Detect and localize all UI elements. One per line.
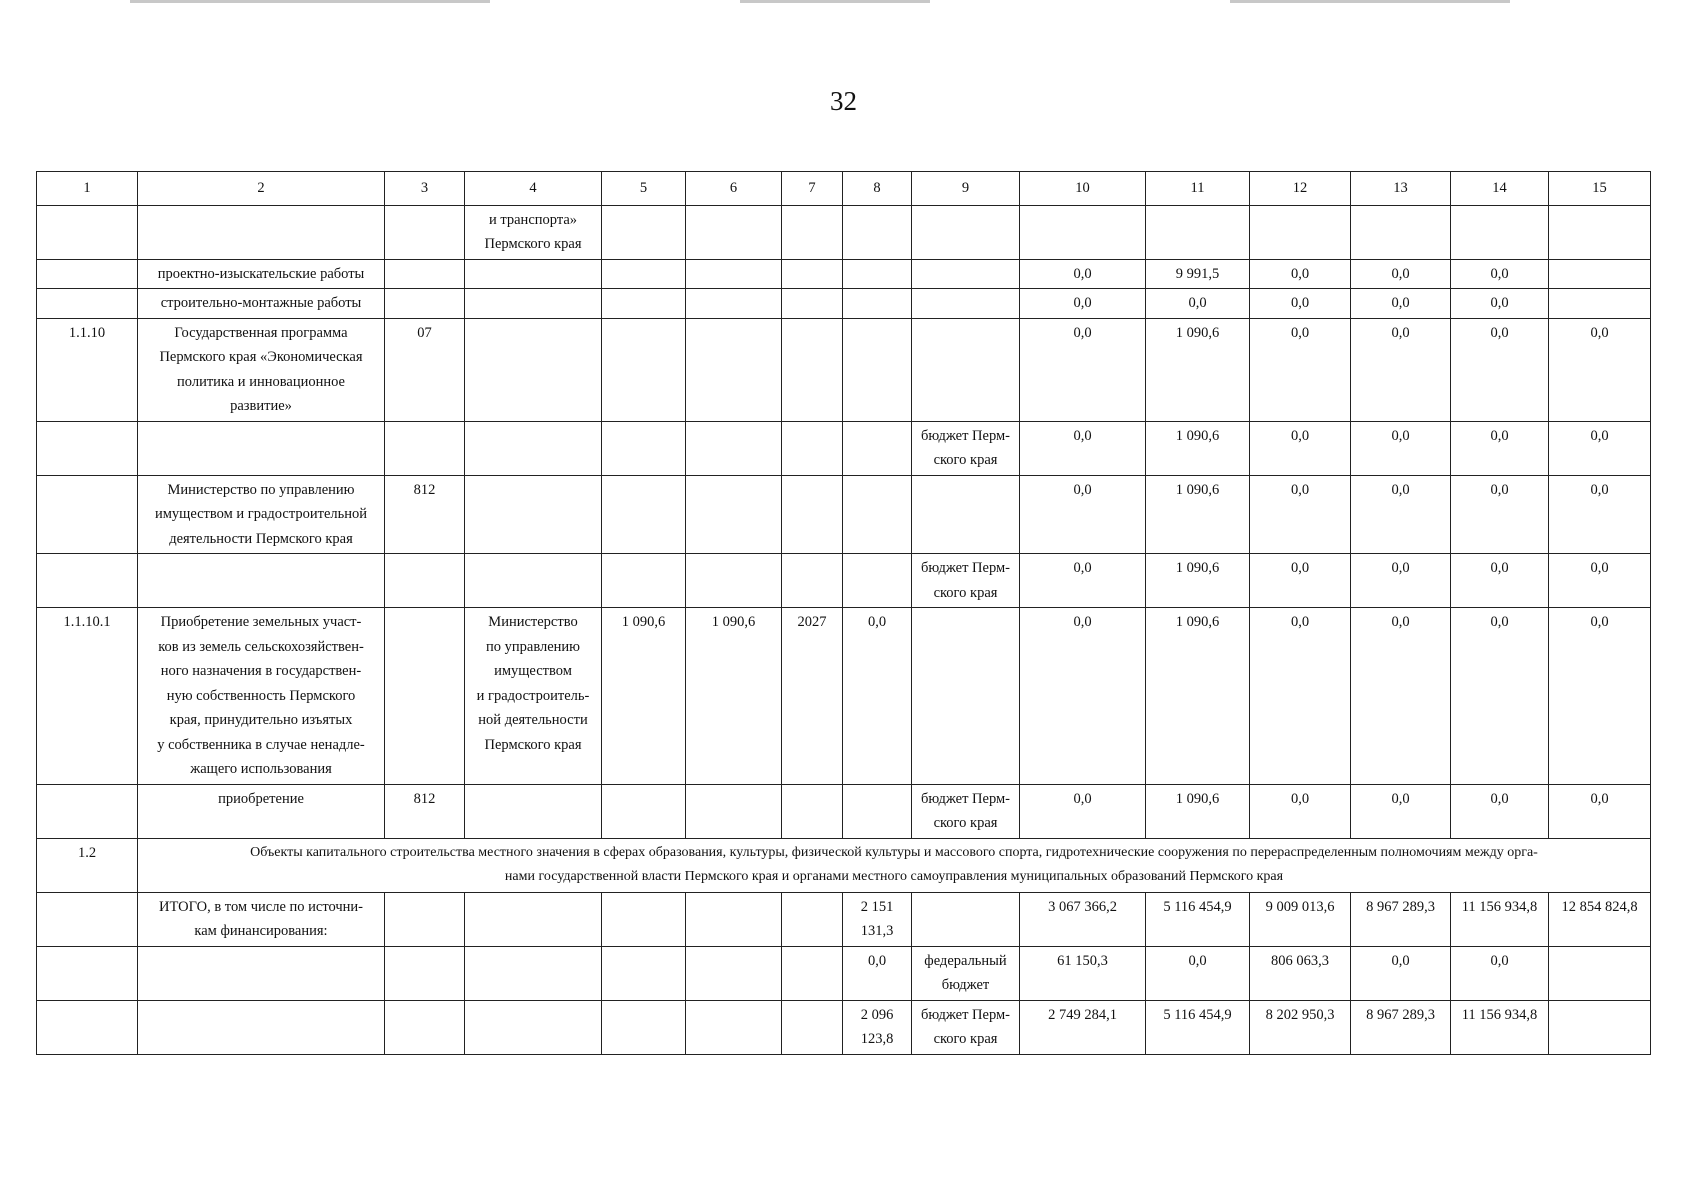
cell-col-3	[385, 608, 465, 785]
cell-col-9: бюджет Перм- ского края	[912, 421, 1020, 475]
cell-col-3	[385, 289, 465, 319]
cell-col-8	[843, 289, 912, 319]
cell-col-4	[465, 1000, 602, 1054]
cell-col-10: 61 150,3	[1020, 946, 1146, 1000]
cell-col-9	[912, 608, 1020, 785]
header-cell-8: 8	[843, 172, 912, 206]
cell-col-15: 0,0	[1549, 421, 1651, 475]
cell-col-7	[782, 892, 843, 946]
cell-col-2: строительно-монтажные работы	[138, 289, 385, 319]
header-cell-6: 6	[686, 172, 782, 206]
cell-col-6	[686, 475, 782, 554]
cell-col-4	[465, 946, 602, 1000]
scan-edge-line	[740, 0, 930, 3]
section-number: 1.2	[37, 838, 138, 892]
cell-col-14: 0,0	[1451, 289, 1549, 319]
cell-col-13: 0,0	[1351, 289, 1451, 319]
cell-col-7	[782, 475, 843, 554]
cell-col-8	[843, 475, 912, 554]
cell-col-10: 0,0	[1020, 554, 1146, 608]
cell-col-6: 1 090,6	[686, 608, 782, 785]
cell-col-4	[465, 475, 602, 554]
cell-col-2	[138, 205, 385, 259]
page-number: 32	[830, 86, 857, 116]
cell-col-6	[686, 318, 782, 421]
cell-col-7	[782, 946, 843, 1000]
cell-col-6	[686, 892, 782, 946]
cell-col-4	[465, 289, 602, 319]
cell-col-1: 1.1.10	[37, 318, 138, 421]
cell-col-10: 0,0	[1020, 421, 1146, 475]
cell-col-12: 0,0	[1250, 289, 1351, 319]
cell-col-2	[138, 554, 385, 608]
cell-col-13: 0,0	[1351, 946, 1451, 1000]
cell-col-1	[37, 554, 138, 608]
cell-col-13: 0,0	[1351, 608, 1451, 785]
cell-col-5	[602, 475, 686, 554]
cell-col-8	[843, 784, 912, 838]
cell-col-5	[602, 259, 686, 289]
cell-col-1	[37, 1000, 138, 1054]
cell-col-15	[1549, 289, 1651, 319]
cell-col-3	[385, 892, 465, 946]
cell-col-11: 0,0	[1146, 946, 1250, 1000]
cell-col-8: 2 151 131,3	[843, 892, 912, 946]
cell-col-10: 0,0	[1020, 259, 1146, 289]
cell-col-9	[912, 892, 1020, 946]
cell-col-3: 07	[385, 318, 465, 421]
cell-col-10	[1020, 205, 1146, 259]
cell-col-2	[138, 1000, 385, 1054]
cell-col-14	[1451, 205, 1549, 259]
cell-col-3: 812	[385, 475, 465, 554]
cell-col-15: 12 854 824,8	[1549, 892, 1651, 946]
cell-col-14: 11 156 934,8	[1451, 892, 1549, 946]
cell-col-10: 2 749 284,1	[1020, 1000, 1146, 1054]
cell-col-3	[385, 421, 465, 475]
cell-col-13: 0,0	[1351, 554, 1451, 608]
cell-col-15: 0,0	[1549, 784, 1651, 838]
cell-col-6	[686, 946, 782, 1000]
table-row	[37, 421, 1651, 475]
cell-col-12: 0,0	[1250, 554, 1351, 608]
cell-col-2: приобретение	[138, 784, 385, 838]
cell-col-5	[602, 289, 686, 319]
cell-col-4: Министерство по управлению имуществом и градостроитель- ной деятельности Пермского края	[465, 608, 602, 785]
section-title: Объекты капитального строительства местного значения в сферах образования, культуры, физической культуры и массового спорта, гидротехнические сооружения по перераспределенным полномочиям между орга- нами государственной власти Пермского края и органами местного самоуправления муниципальных образований Пермского края	[138, 838, 1651, 892]
table-body	[37, 172, 1651, 1055]
cell-col-3	[385, 205, 465, 259]
cell-col-15	[1549, 205, 1651, 259]
cell-col-8	[843, 205, 912, 259]
cell-col-10: 0,0	[1020, 608, 1146, 785]
cell-col-13: 8 967 289,3	[1351, 1000, 1451, 1054]
cell-col-14: 0,0	[1451, 784, 1549, 838]
cell-col-10: 0,0	[1020, 289, 1146, 319]
cell-col-10: 3 067 366,2	[1020, 892, 1146, 946]
cell-col-4	[465, 318, 602, 421]
cell-col-1	[37, 421, 138, 475]
cell-col-13: 0,0	[1351, 318, 1451, 421]
cell-col-9	[912, 205, 1020, 259]
scan-edge-line	[1230, 0, 1510, 3]
cell-col-5: 1 090,6	[602, 608, 686, 785]
cell-col-6	[686, 205, 782, 259]
cell-col-14: 0,0	[1451, 608, 1549, 785]
header-row	[37, 172, 1651, 206]
cell-col-11	[1146, 205, 1250, 259]
cell-col-9: федеральный бюджет	[912, 946, 1020, 1000]
cell-col-2: ИТОГО, в том числе по источни- кам финансирования:	[138, 892, 385, 946]
cell-col-11: 0,0	[1146, 289, 1250, 319]
cell-col-4	[465, 421, 602, 475]
header-cell-9: 9	[912, 172, 1020, 206]
cell-col-5	[602, 318, 686, 421]
cell-col-13	[1351, 205, 1451, 259]
budget-table	[36, 171, 1651, 1055]
cell-col-11: 1 090,6	[1146, 554, 1250, 608]
table-row	[37, 318, 1651, 421]
cell-col-4	[465, 784, 602, 838]
table-row	[37, 1000, 1651, 1054]
cell-col-14: 0,0	[1451, 946, 1549, 1000]
cell-col-12: 9 009 013,6	[1250, 892, 1351, 946]
cell-col-1	[37, 259, 138, 289]
cell-col-9: бюджет Перм- ского края	[912, 1000, 1020, 1054]
header-cell-11: 11	[1146, 172, 1250, 206]
cell-col-12: 806 063,3	[1250, 946, 1351, 1000]
cell-col-15	[1549, 946, 1651, 1000]
cell-col-15: 0,0	[1549, 475, 1651, 554]
table-row	[37, 784, 1651, 838]
cell-col-3	[385, 554, 465, 608]
cell-col-10: 0,0	[1020, 784, 1146, 838]
cell-col-7: 2027	[782, 608, 843, 785]
cell-col-12: 8 202 950,3	[1250, 1000, 1351, 1054]
cell-col-8	[843, 554, 912, 608]
cell-col-14: 0,0	[1451, 475, 1549, 554]
cell-col-2: Государственная программа Пермского края «Экономическая политика и инновационное развитие»	[138, 318, 385, 421]
cell-col-6	[686, 421, 782, 475]
cell-col-1	[37, 946, 138, 1000]
cell-col-8	[843, 421, 912, 475]
cell-col-13: 8 967 289,3	[1351, 892, 1451, 946]
cell-col-9	[912, 318, 1020, 421]
cell-col-1	[37, 289, 138, 319]
cell-col-11: 9 991,5	[1146, 259, 1250, 289]
cell-col-14: 11 156 934,8	[1451, 1000, 1549, 1054]
table-row	[37, 475, 1651, 554]
cell-col-8: 2 096 123,8	[843, 1000, 912, 1054]
cell-col-11: 1 090,6	[1146, 608, 1250, 785]
header-cell-12: 12	[1250, 172, 1351, 206]
table-row	[37, 946, 1651, 1000]
header-cell-7: 7	[782, 172, 843, 206]
cell-col-8: 0,0	[843, 608, 912, 785]
cell-col-7	[782, 205, 843, 259]
cell-col-4	[465, 892, 602, 946]
cell-col-12: 0,0	[1250, 608, 1351, 785]
cell-col-12	[1250, 205, 1351, 259]
cell-col-15: 0,0	[1549, 554, 1651, 608]
cell-col-1	[37, 205, 138, 259]
header-cell-2: 2	[138, 172, 385, 206]
cell-col-1: 1.1.10.1	[37, 608, 138, 785]
cell-col-15: 0,0	[1549, 608, 1651, 785]
cell-col-14: 0,0	[1451, 318, 1549, 421]
cell-col-11: 5 116 454,9	[1146, 1000, 1250, 1054]
cell-col-2	[138, 421, 385, 475]
cell-col-7	[782, 1000, 843, 1054]
cell-col-7	[782, 259, 843, 289]
cell-col-8	[843, 318, 912, 421]
cell-col-2: Министерство по управлению имуществом и градостроительной деятельности Пермского края	[138, 475, 385, 554]
cell-col-15	[1549, 259, 1651, 289]
cell-col-15	[1549, 1000, 1651, 1054]
cell-col-5	[602, 1000, 686, 1054]
cell-col-9	[912, 475, 1020, 554]
cell-col-9	[912, 259, 1020, 289]
table-row	[37, 892, 1651, 946]
table-row	[37, 205, 1651, 259]
cell-col-12: 0,0	[1250, 475, 1351, 554]
cell-col-9: бюджет Перм- ского края	[912, 554, 1020, 608]
cell-col-10: 0,0	[1020, 318, 1146, 421]
cell-col-7	[782, 289, 843, 319]
header-cell-15: 15	[1549, 172, 1651, 206]
cell-col-12: 0,0	[1250, 421, 1351, 475]
cell-col-6	[686, 289, 782, 319]
cell-col-4	[465, 554, 602, 608]
cell-col-12: 0,0	[1250, 259, 1351, 289]
cell-col-3	[385, 259, 465, 289]
cell-col-13: 0,0	[1351, 259, 1451, 289]
cell-col-1	[37, 784, 138, 838]
cell-col-5	[602, 205, 686, 259]
cell-col-13: 0,0	[1351, 784, 1451, 838]
header-cell-1: 1	[37, 172, 138, 206]
cell-col-1	[37, 475, 138, 554]
cell-col-5	[602, 946, 686, 1000]
table-row	[37, 259, 1651, 289]
cell-col-14: 0,0	[1451, 259, 1549, 289]
cell-col-2: проектно-изыскательские работы	[138, 259, 385, 289]
table-row	[37, 289, 1651, 319]
cell-col-4: и транспорта» Пермского края	[465, 205, 602, 259]
cell-col-11: 1 090,6	[1146, 421, 1250, 475]
cell-col-2	[138, 946, 385, 1000]
cell-col-11: 1 090,6	[1146, 784, 1250, 838]
cell-col-2: Приобретение земельных участ- ков из земель сельскохозяйствен- ного назначения в государствен- ную собственность Пермского края, принудительно изъятых у собственника в случае ненадле- жащего использования	[138, 608, 385, 785]
cell-col-3	[385, 946, 465, 1000]
cell-col-1	[37, 892, 138, 946]
cell-col-5	[602, 784, 686, 838]
scan-edge-line	[130, 0, 490, 3]
cell-col-8	[843, 259, 912, 289]
cell-col-9	[912, 289, 1020, 319]
cell-col-5	[602, 892, 686, 946]
cell-col-5	[602, 554, 686, 608]
cell-col-12: 0,0	[1250, 318, 1351, 421]
section-row	[37, 838, 1651, 892]
header-cell-13: 13	[1351, 172, 1451, 206]
cell-col-14: 0,0	[1451, 554, 1549, 608]
header-cell-4: 4	[465, 172, 602, 206]
header-cell-14: 14	[1451, 172, 1549, 206]
cell-col-11: 1 090,6	[1146, 318, 1250, 421]
cell-col-5	[602, 421, 686, 475]
cell-col-7	[782, 318, 843, 421]
header-cell-10: 10	[1020, 172, 1146, 206]
table-row	[37, 554, 1651, 608]
cell-col-13: 0,0	[1351, 421, 1451, 475]
cell-col-3	[385, 1000, 465, 1054]
cell-col-6	[686, 554, 782, 608]
cell-col-7	[782, 421, 843, 475]
cell-col-9: бюджет Перм- ского края	[912, 784, 1020, 838]
cell-col-15: 0,0	[1549, 318, 1651, 421]
cell-col-6	[686, 259, 782, 289]
header-cell-5: 5	[602, 172, 686, 206]
cell-col-4	[465, 259, 602, 289]
table-row	[37, 608, 1651, 785]
cell-col-3: 812	[385, 784, 465, 838]
cell-col-8: 0,0	[843, 946, 912, 1000]
cell-col-12: 0,0	[1250, 784, 1351, 838]
cell-col-13: 0,0	[1351, 475, 1451, 554]
cell-col-6	[686, 1000, 782, 1054]
cell-col-7	[782, 554, 843, 608]
cell-col-6	[686, 784, 782, 838]
cell-col-11: 5 116 454,9	[1146, 892, 1250, 946]
cell-col-14: 0,0	[1451, 421, 1549, 475]
header-cell-3: 3	[385, 172, 465, 206]
cell-col-11: 1 090,6	[1146, 475, 1250, 554]
cell-col-7	[782, 784, 843, 838]
cell-col-10: 0,0	[1020, 475, 1146, 554]
